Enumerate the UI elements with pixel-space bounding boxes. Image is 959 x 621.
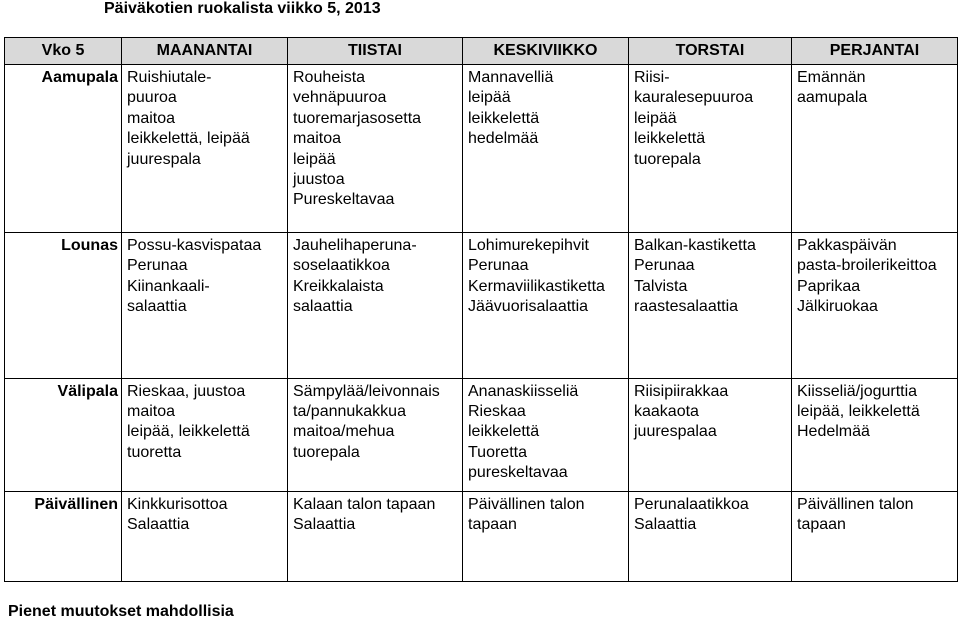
- menu-line: maitoa: [293, 130, 342, 148]
- menu-line: Kiinankaali-: [127, 277, 210, 295]
- day-header-tuesday: TIISTAI: [288, 38, 463, 65]
- menu-line: maitoa/mehua: [293, 423, 395, 441]
- page-title: Päiväkotien ruokalista viikko 5, 2013: [104, 0, 381, 17]
- menu-line: Rouheista: [293, 69, 366, 86]
- menu-line: ta/pannukakkua: [293, 402, 406, 420]
- menu-cell-friday: [792, 232, 958, 378]
- meal-label: Aamupala: [5, 65, 122, 233]
- menu-line: Rieskaa, juustoa: [127, 382, 246, 400]
- menu-line: leikkelettä: [634, 130, 706, 148]
- menu-line: Perunaa: [127, 257, 188, 275]
- menu-line: Salaattia: [293, 516, 356, 534]
- menu-line: leipää: [293, 150, 336, 168]
- menu-line: Jälkiruokaa: [797, 298, 878, 315]
- menu-line: tuoretta: [127, 443, 182, 461]
- menu-line: Emännän: [797, 69, 866, 86]
- menu-line: pasta-broilerikeittoa: [797, 257, 937, 275]
- menu-line: Kalaan talon tapaan: [293, 495, 436, 513]
- menu-line: Perunaa: [468, 257, 529, 275]
- day-header-friday: PERJANTAI: [792, 38, 958, 65]
- menu-cell-thursday: [629, 378, 792, 491]
- menu-cell-monday: [122, 491, 288, 581]
- menu-line: Jauhelihaperuna-: [293, 236, 417, 254]
- menu-line: Riisipiirakkaa: [634, 382, 729, 400]
- menu-line: Talvista: [634, 277, 688, 295]
- menu-line: Kreikkalaista: [293, 277, 384, 295]
- menu-line: tuorepala: [293, 443, 360, 461]
- header-row: [5, 38, 958, 65]
- menu-line: raastesalaattia: [634, 298, 739, 315]
- menu-line: Possu-kasvispataa: [127, 236, 262, 254]
- menu-line: Jäävuorisalaattia: [468, 298, 589, 315]
- menu-line: Pakkaspäivän: [797, 236, 897, 254]
- day-header-thursday: TORSTAI: [629, 38, 792, 65]
- menu-line: leipää: [634, 109, 677, 127]
- menu-line: vehnäpuuroa: [293, 89, 387, 107]
- menu-line: Rieskaa: [468, 402, 526, 420]
- day-header-monday: MAANANTAI: [122, 38, 288, 65]
- menu-cell-friday: [792, 491, 958, 581]
- meal-row: [5, 491, 958, 581]
- menu-line: Päivällinen talon: [468, 495, 585, 513]
- footer-note: Pienet muutokset mahdollisia: [8, 603, 234, 620]
- menu-line: Perunaa: [634, 257, 695, 275]
- menu-line: salaattia: [293, 298, 353, 315]
- menu-line: Salaattia: [634, 516, 697, 534]
- menu-cell-wednesday: [463, 65, 629, 233]
- menu-cell-tuesday: [288, 232, 463, 378]
- menu-cell-wednesday: [463, 378, 629, 491]
- menu-cell-thursday: [629, 232, 792, 378]
- menu-line: kauralesepuuroa: [634, 89, 754, 107]
- menu-cell-tuesday: [288, 65, 463, 233]
- menu-line: aamupala: [797, 89, 868, 107]
- menu-line: leipää: [468, 89, 511, 107]
- menu-line: maitoa: [127, 402, 176, 420]
- menu-line: Hedelmää: [797, 423, 870, 441]
- menu-line: leikkelettä, leipää: [127, 130, 250, 148]
- menu-line: tapaan: [468, 516, 517, 534]
- menu-line: tuorepala: [634, 150, 701, 168]
- menu-cell-monday: [122, 378, 288, 491]
- menu-line: Pureskeltavaa: [293, 191, 395, 209]
- menu-line: soselaatikkoa: [293, 257, 390, 275]
- menu-cell-thursday: [629, 491, 792, 581]
- menu-line: salaattia: [127, 298, 187, 315]
- menu-line: leipää, leikkelettä: [127, 423, 250, 441]
- meal-label: Välipala: [5, 378, 122, 491]
- menu-line: pureskeltavaa: [468, 464, 568, 482]
- menu-line: leipää, leikkelettä: [797, 402, 920, 420]
- menu-line: puuroa: [127, 89, 177, 107]
- menu-line: juurespalaa: [634, 423, 717, 441]
- menu-cell-wednesday: [463, 491, 629, 581]
- meal-row: [5, 232, 958, 378]
- menu-line: Kiisseliä/jogurttia: [797, 382, 918, 400]
- menu-cell-tuesday: [288, 491, 463, 581]
- menu-cell-wednesday: [463, 232, 629, 378]
- meal-label: Päivällinen: [5, 491, 122, 581]
- menu-line: kaakaota: [634, 402, 699, 420]
- menu-table: [4, 37, 958, 582]
- menu-line: maitoa: [127, 109, 176, 127]
- menu-line: tapaan: [797, 516, 846, 534]
- menu-line: leikkelettä: [468, 109, 540, 127]
- menu-line: Riisi-: [634, 69, 670, 86]
- menu-line: hedelmää: [468, 130, 539, 148]
- menu-line: Mannavelliä: [468, 69, 554, 86]
- menu-cell-monday: [122, 232, 288, 378]
- menu-line: Perunalaatikkoa: [634, 495, 749, 513]
- menu-line: Lohimurekepihvit: [468, 236, 589, 254]
- menu-line: tuoremarjasosetta: [293, 109, 422, 127]
- meal-label: Lounas: [5, 232, 122, 378]
- menu-line: Ananaskiisseliä: [468, 382, 579, 400]
- menu-line: leikkelettä: [468, 423, 540, 441]
- day-header-wednesday: KESKIVIIKKO: [463, 38, 629, 65]
- meal-row: [5, 65, 958, 233]
- menu-line: Päivällinen talon: [797, 495, 914, 513]
- menu-line: Kinkkurisottoa: [127, 495, 228, 513]
- menu-cell-thursday: [629, 65, 792, 233]
- menu-line: Paprikaa: [797, 277, 861, 295]
- meal-row: [5, 378, 958, 491]
- menu-cell-monday: [122, 65, 288, 233]
- menu-cell-friday: [792, 65, 958, 233]
- menu-line: juustoa: [293, 171, 345, 189]
- menu-line: Kermaviilikastiketta: [468, 277, 605, 295]
- menu-line: Balkan-kastiketta: [634, 236, 756, 254]
- menu-line: Salaattia: [127, 516, 190, 534]
- menu-cell-friday: [792, 378, 958, 491]
- menu-line: Ruishiutale-: [127, 69, 212, 86]
- menu-cell-tuesday: [288, 378, 463, 491]
- menu-line: juurespala: [127, 150, 201, 168]
- menu-line: Tuoretta: [468, 443, 527, 461]
- menu-line: Sämpylää/leivonnais: [293, 382, 440, 400]
- week-header: Vko 5: [5, 38, 122, 65]
